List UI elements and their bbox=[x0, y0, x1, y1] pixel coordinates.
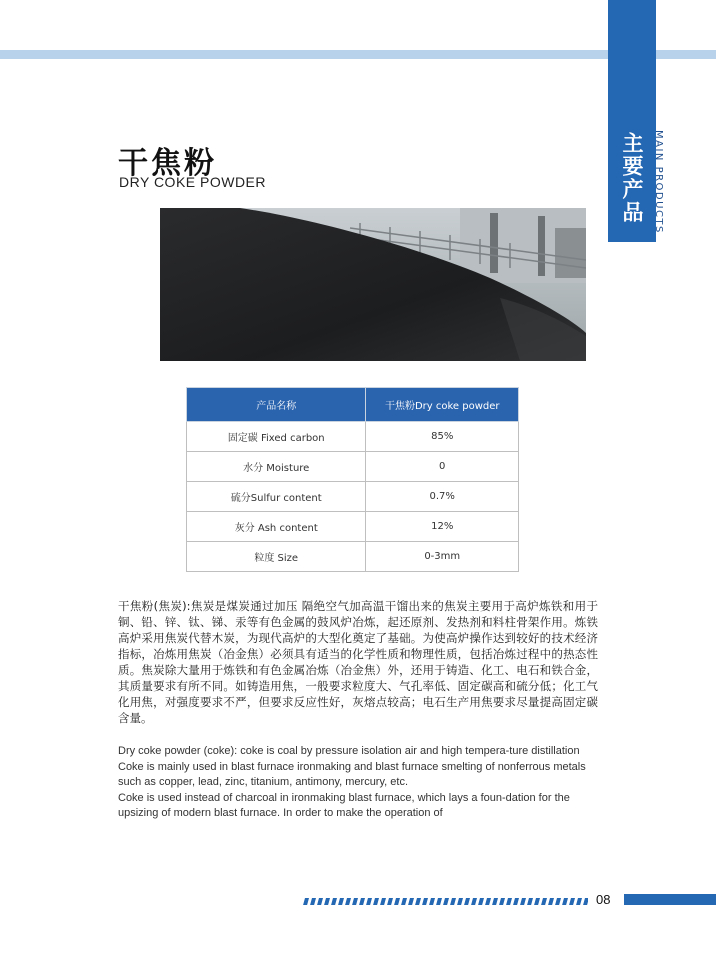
footer-stripe bbox=[393, 898, 400, 905]
row-label: 硫分Sulfur content bbox=[187, 482, 366, 512]
footer-stripe bbox=[456, 898, 463, 905]
product-photo bbox=[160, 208, 586, 361]
table-row bbox=[187, 482, 519, 512]
table-row bbox=[187, 452, 519, 482]
header-product-value: 干焦粉Dry coke powder bbox=[366, 388, 519, 422]
row-value: 12% bbox=[366, 512, 519, 542]
footer-stripe bbox=[351, 898, 358, 905]
row-value: 0.7% bbox=[366, 482, 519, 512]
footer-stripe bbox=[309, 898, 316, 905]
footer-bar bbox=[624, 894, 716, 905]
product-title-cn: 干焦粉 bbox=[118, 146, 217, 181]
footer-stripe bbox=[526, 898, 533, 905]
description-en-paragraph: Coke is mainly used in blast furnace ironmaking and blast furnace smelting of nonferrous metals such as copper, lead, zinc, titanium, antimony, mercury, etc. bbox=[118, 760, 586, 789]
product-title-en: DRY COKE POWDER bbox=[119, 174, 267, 190]
row-label: 灰分 Ash content bbox=[187, 512, 366, 542]
spec-table bbox=[186, 387, 519, 572]
side-label-en: MAIN PRODUCTS bbox=[653, 130, 664, 234]
footer-stripe bbox=[414, 898, 421, 905]
footer-stripe bbox=[533, 898, 540, 905]
footer-stripe bbox=[323, 898, 330, 905]
footer-stripe bbox=[554, 898, 561, 905]
footer-stripe bbox=[575, 898, 582, 905]
description-en-paragraph: Coke is used instead of charcoal in ironmaking blast furnace, which lays a foun-dation for the upsizing of modern blast furnace. In order to make the operation of bbox=[118, 791, 570, 820]
row-value: 85% bbox=[366, 422, 519, 452]
footer-stripe bbox=[358, 898, 365, 905]
footer-stripe bbox=[540, 898, 547, 905]
footer-stripe bbox=[421, 898, 428, 905]
row-label: 固定碳 Fixed carbon bbox=[187, 422, 366, 452]
footer-stripe bbox=[365, 898, 372, 905]
footer-stripe bbox=[561, 898, 568, 905]
header-product-name: 产品名称 bbox=[187, 388, 366, 422]
page-number: 08 bbox=[596, 892, 611, 907]
description-en-paragraph: Dry coke powder (coke): coke is coal by pressure isolation air and high tempera-ture distillation bbox=[118, 745, 580, 757]
row-label: 水分 Moisture bbox=[187, 452, 366, 482]
footer-stripe bbox=[379, 898, 386, 905]
table-row bbox=[187, 422, 519, 452]
footer-stripe bbox=[302, 898, 309, 905]
footer-stripe bbox=[498, 898, 505, 905]
footer-stripe bbox=[400, 898, 407, 905]
footer-stripes bbox=[302, 894, 588, 905]
footer-stripe bbox=[449, 898, 456, 905]
footer-stripe bbox=[407, 898, 414, 905]
coke-pile-image bbox=[160, 208, 586, 361]
description-en bbox=[118, 744, 604, 822]
row-label: 粒度 Size bbox=[187, 542, 366, 572]
footer-stripe bbox=[372, 898, 379, 905]
footer-stripe bbox=[519, 898, 526, 905]
footer-stripe bbox=[547, 898, 554, 905]
footer-stripe bbox=[316, 898, 323, 905]
footer-stripe bbox=[337, 898, 344, 905]
footer-stripe bbox=[442, 898, 449, 905]
footer-stripe-pattern bbox=[302, 898, 588, 905]
footer-stripe bbox=[484, 898, 491, 905]
row-value: 0-3mm bbox=[366, 542, 519, 572]
footer-stripe bbox=[512, 898, 519, 905]
footer-stripe bbox=[330, 898, 337, 905]
description-cn: 干焦粉(焦炭):焦炭是煤炭通过加压 隔绝空气加高温干馏出来的焦炭主要用于高炉炼铁和用于铜、铅、锌、钛、锑、汞等有色金属的鼓风炉冶炼，起还原剂、发热剂和料柱骨架作用。炼铁高炉采用焦炭代替木炭，为现代高炉的大型化奠定了基础。为使高炉操作达到较好的技术经济指标，冶炼用焦炭（冶金焦）必须具有适当的化学性质和物理性质，包括冶炼过程中的热态性质。焦炭除大量用于炼铁和有色金属冶炼（冶金焦）外，还用于铸造、化工、电石和铁合金，其质量要求有所不同。如铸造用焦，一般要求粒度大、气孔率低、固定碳高和硫分低；化工气化用焦，对强度要求不严，但要求反应性好，灰熔点较高；电石生产用焦要求尽量提高固定碳含量。 bbox=[118, 599, 598, 725]
side-tab-label: 主要产品 bbox=[620, 132, 644, 224]
table-header-row bbox=[187, 388, 519, 422]
footer-stripe bbox=[582, 898, 588, 905]
table-row bbox=[187, 542, 519, 572]
footer-stripe bbox=[505, 898, 512, 905]
footer-stripe bbox=[568, 898, 575, 905]
footer-stripe bbox=[386, 898, 393, 905]
footer-stripe bbox=[428, 898, 435, 905]
footer-stripe bbox=[463, 898, 470, 905]
footer-stripe bbox=[344, 898, 351, 905]
row-value: 0 bbox=[366, 452, 519, 482]
footer-stripe bbox=[477, 898, 484, 905]
footer-stripe bbox=[435, 898, 442, 905]
footer-stripe bbox=[491, 898, 498, 905]
footer-stripe bbox=[470, 898, 477, 905]
table-row bbox=[187, 512, 519, 542]
